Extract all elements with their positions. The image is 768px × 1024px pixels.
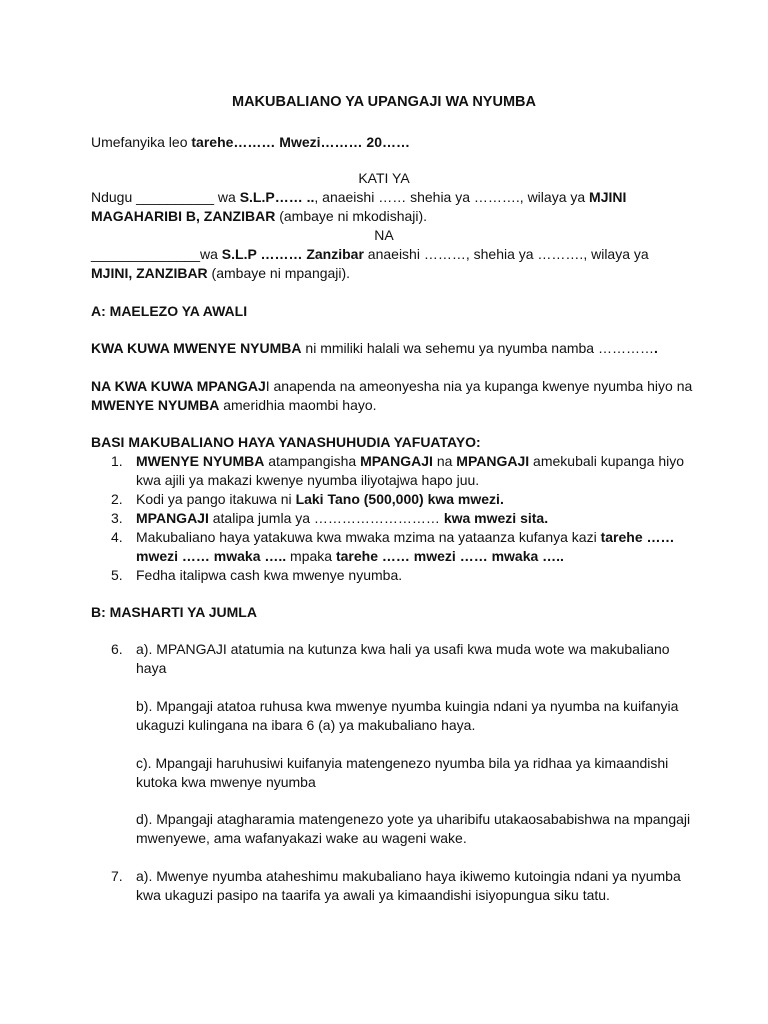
clause-6a-line2: haya: [136, 660, 167, 676]
item-number: 6.: [111, 641, 123, 657]
clause-6b-line1: b). Mpangaji atatoa ruhusa kwa mwenye nyumba kuingia ndani ya nyumba na kuifanyia: [136, 698, 679, 714]
clause-6a-line1: a). MPANGAJI atatumia na kutunza kwa hali ya usafi kwa muda wote wa makubaliano: [136, 641, 670, 657]
item-number: 4.: [111, 529, 123, 545]
item-number: 5.: [111, 567, 123, 583]
list-item-4-line1: Makubaliano haya yatakuwa kwa mwaka mzima na yataanza kufanya kazi tarehe ……: [136, 529, 675, 545]
basi-heading: BASI MAKUBALIANO HAYA YANASHUHUDIA YAFUATAYO:: [91, 434, 481, 450]
clause-6c-line1: c). Mpangaji haruhusiwi kuifanyia matengenezo nyumba bila ya ridhaa ya kimaandishi: [136, 755, 669, 771]
section-a-para1: KWA KUWA MWENYE NYUMBA ni mmiliki halali wa sehemu ya nyumba namba ………….: [91, 340, 658, 356]
section-a-para2-line1: NA KWA KUWA MPANGAJI anapenda na ameonyesha nia ya kupanga kwenye nyumba hiyo na: [91, 378, 693, 394]
kati-ya-label: KATI YA: [358, 170, 410, 186]
clause-7a-line2: kwa ukaguzi pasipo na taarifa ya awali ya kimaandishi isiyopungua siku tatu.: [136, 887, 610, 903]
party2-line2: MJINI, ZANZIBAR (ambaye ni mpangaji).: [91, 265, 351, 281]
clause-6b-line2: ukaguzi kulingana na ibara 6 (a) ya makubaliano haya.: [136, 717, 476, 733]
party1-line2: MAGAHARIBI B, ZANZIBAR (ambaye ni mkodishaji).: [91, 208, 428, 224]
item-number: 3.: [111, 510, 123, 526]
list-item-3: MPANGAJI atalipa jumla ya ……………………… kwa mwezi sita.: [136, 510, 549, 526]
list-item-4-line2: mwezi …… mwaka ….. mpaka tarehe …… mwezi …… mwaka …..: [136, 548, 564, 564]
na-label: NA: [374, 227, 394, 243]
intro-line: Umefanyika leo tarehe……… Mwezi……… 20……: [91, 134, 410, 150]
section-a-heading: A: MAELEZO YA AWALI: [91, 303, 248, 319]
list-item-1-line1: MWENYE NYUMBA atampangisha MPANGAJI na MPANGAJI amekubali kupanga hiyo: [136, 453, 685, 469]
document-title: MAKUBALIANO YA UPANGAJI WA NYUMBA: [232, 94, 536, 110]
list-item-2: Kodi ya pango itakuwa ni Laki Tano (500,000) kwa mwezi.: [136, 491, 504, 507]
party2-line1: ______________wa S.L.P ……… Zanzibar anaeishi ………, shehia ya ………., wilaya ya: [91, 246, 649, 262]
item-number: 1.: [111, 453, 123, 469]
item-number: 7.: [111, 868, 123, 884]
clause-6c-line2: kutoka kwa mwenye nyumba: [136, 774, 316, 790]
section-b-heading: B: MASHARTI YA JUMLA: [91, 604, 257, 620]
party1-line1: Ndugu __________ wa S.L.P…… .., anaeishi …… shehia ya ………., wilaya ya MJINI: [91, 189, 627, 205]
section-a-para2-line2: MWENYE NYUMBA ameridhia maombi hayo.: [91, 397, 377, 413]
clause-6d-line2: mwenyewe, ama wafanyakazi wake au wageni wake.: [136, 830, 467, 846]
clause-6d-line1: d). Mpangaji atagharamia matengenezo yote ya uharibifu utakaosababishwa na mpangaji: [136, 811, 691, 827]
list-item-1-line2: kwa ajili ya makazi kwenye nyumba iliyotajwa hapo juu.: [136, 472, 480, 488]
item-number: 2.: [111, 491, 123, 507]
list-item-5: Fedha italipwa cash kwa mwenye nyumba.: [136, 567, 403, 583]
clause-7a-line1: a). Mwenye nyumba ataheshimu makubaliano haya ikiwemo kutoingia ndani ya nyumba: [136, 868, 681, 884]
